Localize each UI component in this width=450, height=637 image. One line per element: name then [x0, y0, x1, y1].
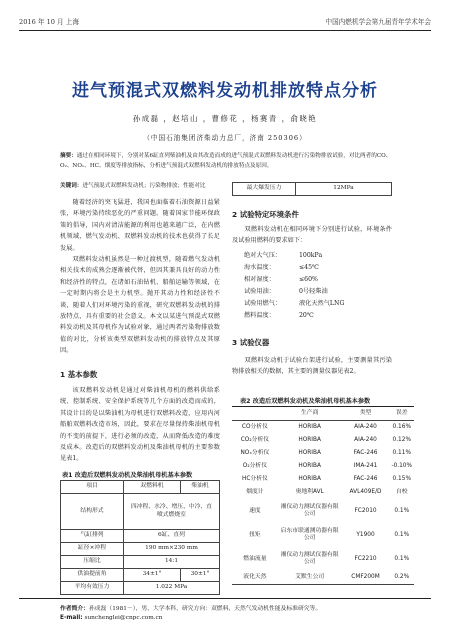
table-2-cell: HORIBA	[298, 463, 321, 469]
table-2-cell: HORIBA	[298, 476, 321, 482]
table-1-header: 双燃料机	[124, 481, 181, 494]
table-2-cell: NOₓ分析仪	[240, 450, 270, 456]
table-1	[60, 480, 220, 595]
keywords-label: 关键词：	[60, 183, 83, 189]
table-2-cell: 湘仪动力测试仪器有限公司	[280, 552, 339, 565]
section-3-body	[232, 355, 392, 378]
table-1-cell: 6缸、直列	[124, 530, 220, 543]
intro-section	[60, 197, 220, 357]
table-2	[232, 407, 414, 585]
table-2-cell: AIA-240	[354, 424, 377, 430]
condition-list	[244, 250, 344, 322]
table-1-header: 柴油机	[181, 481, 220, 494]
table-2-cell: FC2010	[354, 507, 377, 514]
table-2-cell: AIA-240	[354, 437, 377, 443]
table-1-cell: 190 mm×230 mm	[124, 543, 220, 556]
condition-item: 绝对大气压： 100kPa	[244, 252, 323, 259]
author-email	[60, 615, 163, 621]
table-2-cell: HORIBA	[298, 424, 321, 430]
table-2-cell: 燃油流量	[243, 555, 267, 562]
abstract-label: 摘要：	[60, 153, 77, 159]
table-2-cell: FAC-246	[353, 450, 378, 456]
table-1-header: 项目	[61, 481, 124, 494]
table-1-cell: 缸径×冲程	[61, 543, 124, 556]
condition-item: 试验用燃气： 液化天然气LNG	[244, 300, 345, 307]
table-1-cell: 最大爆发压力	[233, 183, 296, 196]
table-2-cell: 自校	[395, 489, 408, 495]
table-2-cell: 速度	[249, 507, 261, 514]
table-2-cell: 扭矩	[249, 531, 261, 538]
table-1-cell: 12MPa	[296, 183, 392, 196]
table-2-cell: 0.2%	[394, 574, 410, 580]
table-2-cell: FC2210	[354, 555, 377, 562]
table-2-cell: HC分析仪	[241, 476, 268, 482]
table-2-cell: IMA-241	[353, 463, 378, 469]
table-2-header: 类型	[359, 410, 372, 416]
table-1-cell: 供油提前角	[61, 569, 124, 582]
table-2-cell: 湘仪动力测试仪器有限公司	[280, 504, 339, 517]
table-2-cell: 启东市联通测功器有限公司	[280, 528, 339, 541]
table-2-header	[232, 407, 278, 421]
author-bio-text: 孙成磊（1981－），男，大学本科，研究方向：双燃料、天然气发动机性能及标准研究等。	[89, 606, 322, 612]
table-1-cell: 平均有效压力	[61, 582, 124, 595]
table-1-cell: 34±1°	[124, 569, 181, 582]
affiliation: （中国石油集团济柴动力总厂，济南 250306）	[143, 134, 307, 142]
table-2-cell: AVL409E/D	[349, 489, 382, 495]
table-2-cell: HORIBA	[298, 437, 321, 443]
section-3-title: 3 试验仪器	[232, 338, 270, 347]
section-1-title: 1 基本参数	[60, 370, 98, 379]
table-1-cell: 压缩比	[61, 556, 124, 569]
header-rule	[19, 30, 431, 31]
table-1-cell: 四冲程、水冷、增压、中冷、直喷式燃烧室	[124, 494, 220, 530]
section-3-paragraph: 双燃料发动机于试验台架进行试验，主要测量其污染物排放相关的数据，其主要的测量仪器见表2。	[232, 357, 392, 376]
table-1-continued	[232, 182, 392, 196]
condition-item: 试验用油： 0号轻柴油	[244, 288, 328, 295]
table-2-cell: CMF200M	[351, 574, 380, 580]
condition-item: 海水温度： ≤45℃	[244, 264, 319, 271]
table-1-cell: 14:1	[124, 556, 220, 569]
intro-paragraph: 双燃料发动机虽然是一种过渡机型，随着燃气发动机相关技术的成熟会逐渐被代替，但因其兼具良好的动力性和经济性的特点，在诸如石油钻机、船舶运输等领域，在一定时期内将会是主力机型。抛开其动力性和经济性不谈，随着人们对环境污染的重视，研究双燃料发动机的排放特点，具有重要的社会意义。本文以某进气预混式双燃料发动机及其母机作为试验对象，通过两者污染物排放数值的对比，分析该类型双燃料发动机的排放特点及其原因。	[60, 256, 220, 355]
header-conference: 中国内燃机学会第九届青年学术年会	[325, 18, 431, 26]
abstract	[60, 151, 400, 172]
table-1-cell: 30±1°	[181, 569, 220, 582]
table-2-cell: 0.11%	[392, 450, 411, 456]
table-2-cell: 0.1%	[394, 531, 410, 538]
section-2-paragraph: 双燃料发动机在相同环境下分别进行试验，环境条件及试验用燃料的要求如下：	[232, 226, 392, 245]
email-label: E-mail:	[60, 615, 83, 621]
section-2-body	[232, 224, 392, 247]
table-2-cell: 奥地利AVL	[295, 489, 324, 495]
abstract-text: 通过在相同环境下，分别对某6缸直列柴油机及由其改造而成的进气预混式双燃料发动机进行污染物排放试验，对比两者的CO、O₂、NOₓ、HC、烟度等排放指标，分析进气预混式双燃料发动机的排放特点及原因。	[60, 153, 392, 170]
table-2-cell: HORIBA	[298, 450, 321, 456]
table-2-cell: -0.10%	[391, 463, 412, 469]
table-2-cell: 艾默生公司	[295, 574, 325, 580]
table-2-cell: Y1900	[356, 531, 375, 538]
intro-paragraph: 随着经济的突飞猛进，我国也面临着石油资源日益紧张，环境污染持续恶化的严重问题。随着国家节能环保政策的倡导，国内对清洁能源的利用也越来越广泛，在内燃机领域，燃气发动机、双燃料发动机的技术也获得了长足发展。	[60, 199, 220, 252]
paper-title: 进气预混式双燃料发动机排放特点分析	[72, 81, 378, 101]
table-1-caption: 表1 改造后双燃料发动机及柴油机母机基本参数	[62, 472, 193, 479]
table-2-cell: CO₂分析仪	[240, 437, 270, 443]
author-bio-label: 作者简介：	[60, 606, 89, 612]
table-2-cell: 烟度计	[246, 489, 264, 495]
table-2-cell: O₂分析仪	[242, 463, 268, 469]
authors: 孙成磊 ，赵培山 ，曹修花 ，杨赛青 ，俞晓艳	[132, 114, 318, 123]
footer-rule	[19, 598, 431, 599]
table-2-cell: 0.1%	[394, 507, 410, 514]
table-2-cell: 0.12%	[392, 437, 411, 443]
header-date: 2016 年 10 月 上海	[19, 18, 79, 26]
keywords-text: 进气预混式双燃料发动机；污染物排放；性能对比	[82, 183, 206, 189]
table-2-cell: 0.16%	[392, 424, 411, 430]
condition-item: 相对湿度： ≤60%	[244, 276, 318, 283]
table-2-cell: 0.15%	[392, 476, 411, 482]
table-1-cell: 气缸排列	[61, 530, 124, 543]
table-2-cell: 液化天然	[243, 574, 267, 580]
author-bio	[60, 603, 321, 612]
table-2-cell: CO分析仪	[241, 424, 268, 430]
table-2-cell: 0.1%	[394, 555, 410, 562]
table-2-header: 生产商	[300, 410, 319, 416]
section-1-body	[60, 385, 220, 465]
condition-item: 燃料温度： 20℃	[244, 312, 314, 319]
table-2-cell: FAC-246	[353, 476, 378, 482]
table-2-caption: 表2 改造后双燃料发动机及柴油机母机基本参数	[240, 398, 371, 405]
table-2-header: 误差	[395, 410, 408, 416]
table-1-cell: 结构形式	[61, 494, 124, 530]
section-1-paragraph: 该双燃料发动机是通过对柴油机母机的燃料供给系统、控制系统、安全保护系统等几个方面的改造而成的，其设计目的是以柴油机为母机进行双燃料改造，应用内河船舶双燃料改造市场，因此，要求在尽量保持柴油机母机的不变的前提下，进行必须的改造，从而降低改造的难度及成本。改造后的双燃料发动机及柴油机母机的主要参数见表1。	[60, 387, 220, 463]
table-1-cell: 1.022 MPa	[124, 582, 220, 595]
email-address: sunchenglei@cnpc.com.cn	[84, 615, 163, 621]
section-2-title: 2 试验特定环境条件	[232, 210, 299, 219]
